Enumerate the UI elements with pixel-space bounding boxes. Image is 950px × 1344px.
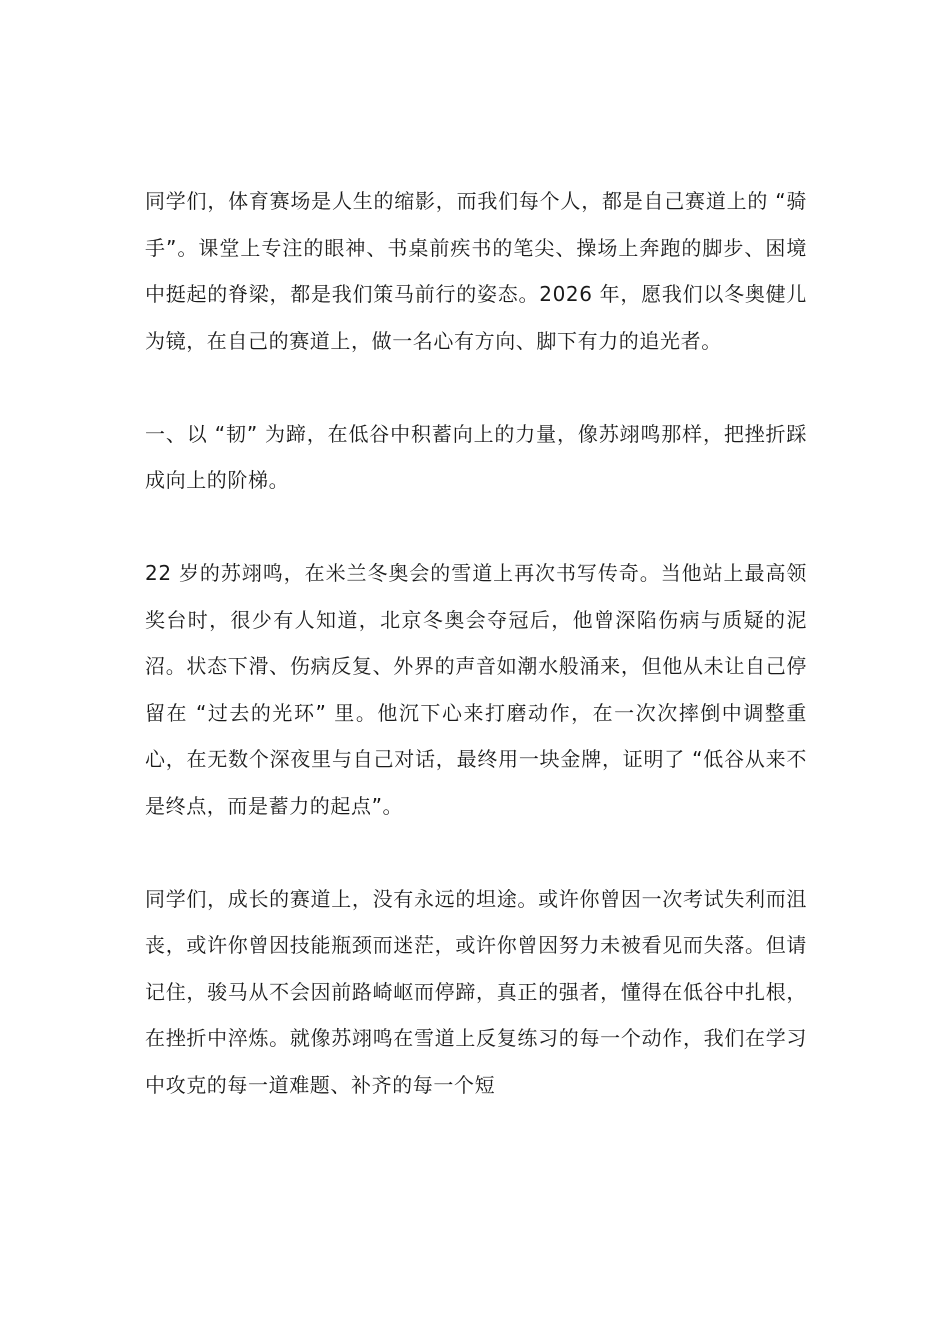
section-heading-1: 一、以 “韧” 为蹄，在低谷中积蓄向上的力量，像苏翊鸣那样，把挫折踩成向上的阶梯。 [145, 421, 807, 492]
document-body [145, 178, 807, 1108]
paragraph-intro: 同学们，体育赛场是人生的缩影，而我们每个人，都是自己赛道上的 “骑手”。课堂上专注的眼神、书桌前疾书的笔尖、操场上奔跑的脚步、困境中挺起的脊梁，都是我们策马前行的姿态。2026 年，愿我们以冬奥健儿为镜，在自己的赛道上，做一名心有方向、脚下有力的追光者。 [145, 189, 807, 353]
paragraph-su-yiming-story: 22 岁的苏翊鸣，在米兰冬奥会的雪道上再次书写传奇。当他站上最高领奖台时，很少有人知道，北京冬奥会夺冠后，他曾深陷伤病与质疑的泥沼。状态下滑、伤病反复、外界的声音如潮水般涌来，但他从未让自己停留在 “过去的光环” 里。他沉下心来打磨动作，在一次次摔倒中调整重心，在无数个深夜里与自己对话，最终用一块金牌，证明了 “低谷从来不是终点，而是蓄力的起点”。 [145, 561, 807, 818]
paragraph-growth-track: 同学们，成长的赛道上，没有永远的坦途。或许你曾因一次考试失利而沮丧，或许你曾因技能瓶颈而迷茫，或许你曾因努力未被看见而失落。但请记住，骏马从不会因前路崎岖而停蹄，真正的强者，懂得在低谷中扎根，在挫折中淬炼。就像苏翊鸣在雪道上反复练习的每一个动作，我们在学习中攻克的每一道难题、补齐的每一个短 [145, 886, 807, 1097]
